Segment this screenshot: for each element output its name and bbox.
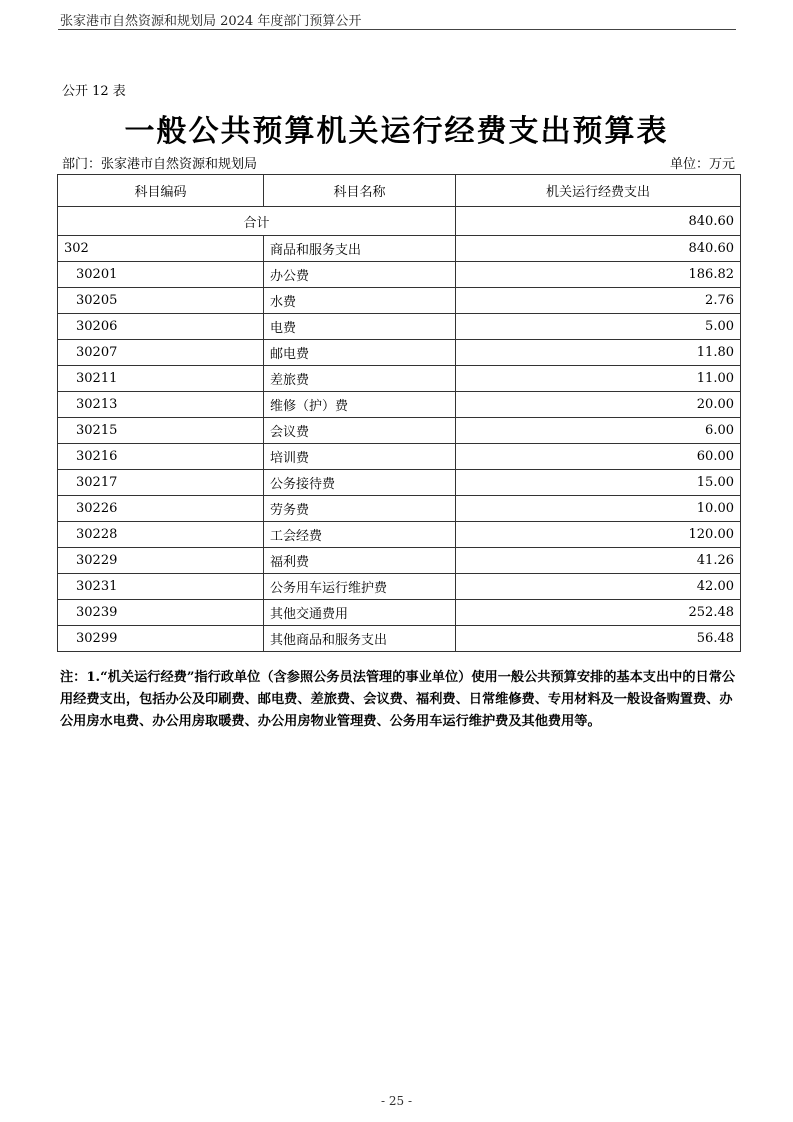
subject-name-cell: 会议费 — [264, 418, 456, 444]
subject-name-cell: 公务用车运行维护费 — [264, 574, 456, 600]
amount-cell: 11.00 — [456, 366, 741, 392]
table-row — [58, 236, 741, 262]
amount-cell: 56.48 — [456, 626, 741, 652]
subject-name-cell: 公务接待费 — [264, 470, 456, 496]
subject-code-cell: 30211 — [58, 366, 264, 392]
subject-code-cell: 30207 — [58, 340, 264, 366]
subject-code-cell: 30239 — [58, 600, 264, 626]
table-row — [58, 522, 741, 548]
subject-name-cell: 培训费 — [264, 444, 456, 470]
amount-cell: 11.80 — [456, 340, 741, 366]
table-row — [58, 548, 741, 574]
page-number: - 25 - — [380, 1094, 412, 1108]
total-amount: 840.60 — [456, 207, 741, 236]
table-row — [58, 574, 741, 600]
header-subject-name: 科目名称 — [264, 175, 456, 207]
subject-name-cell: 工会经费 — [264, 522, 456, 548]
unit-label: 单位：万元 — [669, 157, 735, 172]
subject-name-cell: 电费 — [264, 314, 456, 340]
subject-code-cell: 302 — [58, 236, 264, 262]
table-number: 公开 12 表 — [62, 84, 126, 99]
amount-cell: 186.82 — [456, 262, 741, 288]
table-row — [58, 340, 741, 366]
subject-name-cell: 办公费 — [264, 262, 456, 288]
subject-name-cell: 维修（护）费 — [264, 392, 456, 418]
amount-cell: 5.00 — [456, 314, 741, 340]
table-row — [58, 626, 741, 652]
subject-code-cell: 30213 — [58, 392, 264, 418]
header-divider — [58, 29, 736, 30]
subject-code-cell: 30228 — [58, 522, 264, 548]
subject-name-cell: 差旅费 — [264, 366, 456, 392]
subject-code-cell: 30215 — [58, 418, 264, 444]
total-label: 合计 — [58, 207, 456, 236]
amount-cell: 41.26 — [456, 548, 741, 574]
table-header-row — [58, 175, 741, 207]
department-label: 部门：张家港市自然资源和规划局 — [62, 157, 258, 172]
table-row — [58, 262, 741, 288]
amount-cell: 252.48 — [456, 600, 741, 626]
subject-code-cell: 30231 — [58, 574, 264, 600]
header-expenditure: 机关运行经费支出 — [456, 175, 741, 207]
page-title: 一般公共预算机关运行经费支出预算表 — [124, 114, 669, 149]
amount-cell: 10.00 — [456, 496, 741, 522]
table-row — [58, 444, 741, 470]
table-row — [58, 366, 741, 392]
subject-code-cell: 30206 — [58, 314, 264, 340]
subject-code-cell: 30205 — [58, 288, 264, 314]
amount-cell: 120.00 — [456, 522, 741, 548]
page-header-text: 张家港市自然资源和规划局 2024 年度部门预算公开 — [60, 14, 362, 29]
footnote: 注：1.“机关运行经费”指行政单位（含参照公务员法管理的事业单位）使用一般公共预算安排的基本支出中的日常公用经费支出，包括办公及印刷费、邮电费、差旅费、会议费、福利费、日常维修费、专用材料及一般设备购置费、办公用房水电费、办公用房取暖费、办公用房物业管理费、公务用车运行维护费及其他费用等。 — [60, 670, 736, 729]
subject-code-cell: 30201 — [58, 262, 264, 288]
subject-name-cell: 水费 — [264, 288, 456, 314]
amount-cell: 6.00 — [456, 418, 741, 444]
amount-cell: 15.00 — [456, 470, 741, 496]
subject-name-cell: 邮电费 — [264, 340, 456, 366]
table-row — [58, 314, 741, 340]
subject-name-cell: 劳务费 — [264, 496, 456, 522]
header-subject-code: 科目编码 — [58, 175, 264, 207]
table-row — [58, 288, 741, 314]
subject-code-cell: 30229 — [58, 548, 264, 574]
subject-code-cell: 30216 — [58, 444, 264, 470]
budget-table — [57, 174, 741, 652]
table-row — [58, 392, 741, 418]
table-row — [58, 470, 741, 496]
table-row — [58, 418, 741, 444]
table-row — [58, 600, 741, 626]
subject-code-cell: 30217 — [58, 470, 264, 496]
subject-name-cell: 商品和服务支出 — [264, 236, 456, 262]
subject-name-cell: 其他交通费用 — [264, 600, 456, 626]
subject-name-cell: 福利费 — [264, 548, 456, 574]
subject-name-cell: 其他商品和服务支出 — [264, 626, 456, 652]
subject-code-cell: 30299 — [58, 626, 264, 652]
amount-cell: 42.00 — [456, 574, 741, 600]
amount-cell: 2.76 — [456, 288, 741, 314]
subject-code-cell: 30226 — [58, 496, 264, 522]
total-row — [58, 207, 741, 236]
amount-cell: 20.00 — [456, 392, 741, 418]
table-row — [58, 496, 741, 522]
amount-cell: 840.60 — [456, 236, 741, 262]
amount-cell: 60.00 — [456, 444, 741, 470]
